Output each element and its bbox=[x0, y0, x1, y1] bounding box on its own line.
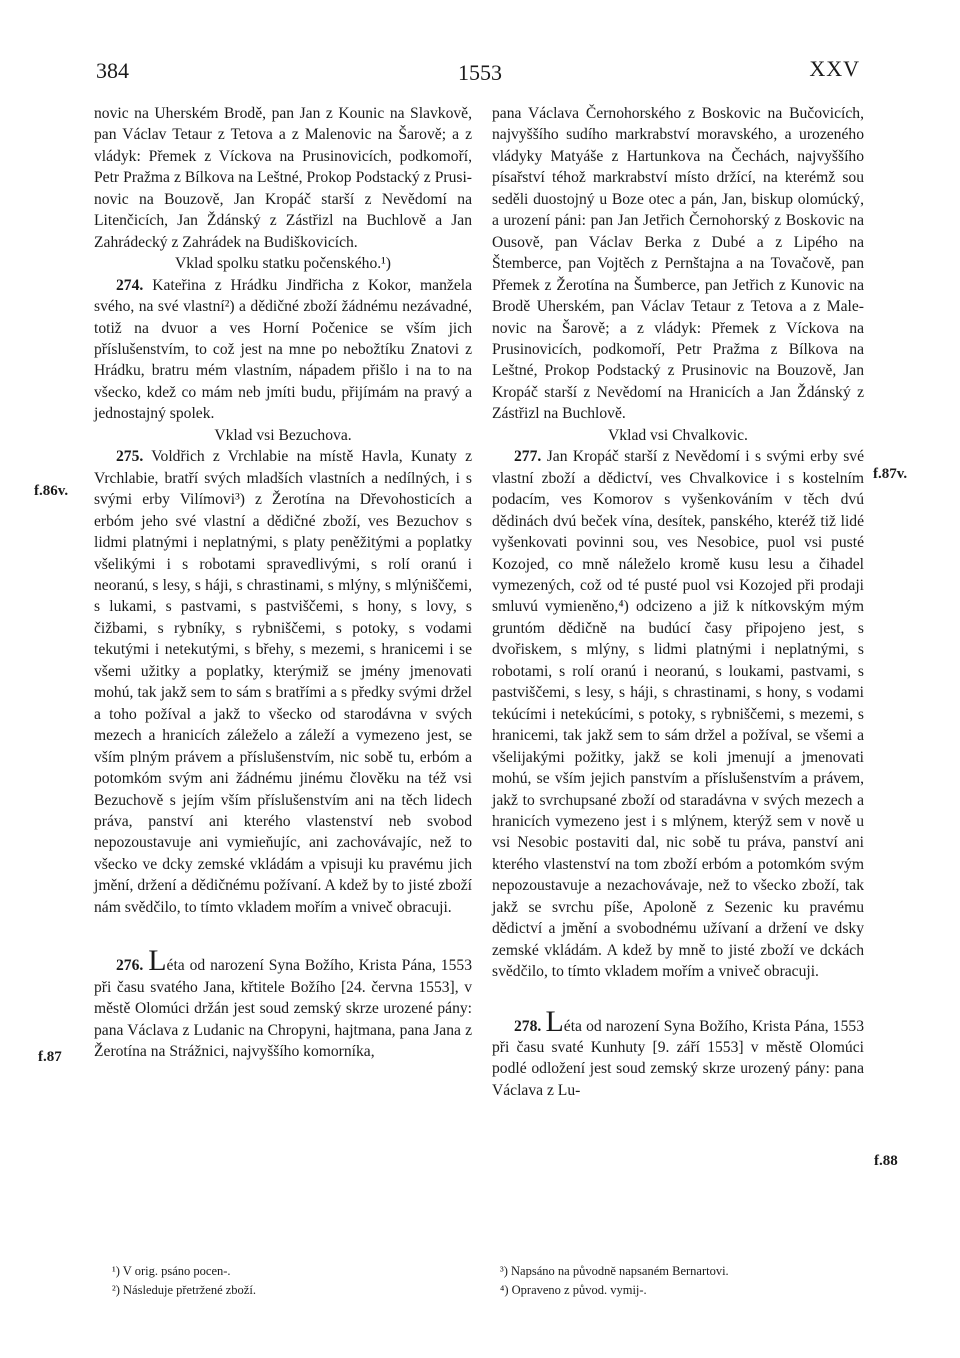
folio-note: f.87 bbox=[38, 1049, 62, 1065]
entry-number: 276. bbox=[116, 957, 144, 975]
footnotes-left bbox=[112, 1262, 452, 1300]
page-number: 384 bbox=[96, 58, 129, 83]
footnote: ³) Napsáno na původně napsaném Bernartovi. bbox=[500, 1264, 729, 1278]
folio-note: f.86v. bbox=[34, 483, 69, 499]
footnotes-right bbox=[500, 1262, 860, 1300]
entry-277 bbox=[492, 446, 864, 982]
volume-number: XXV bbox=[809, 56, 860, 81]
footnote: ⁴) Opraveno z původ. vymij-. bbox=[500, 1283, 647, 1297]
spacer bbox=[492, 983, 864, 1007]
entry-number: 277. bbox=[514, 448, 542, 466]
folio-note: f.88 bbox=[874, 1153, 898, 1169]
page-header bbox=[0, 52, 960, 92]
drop-cap: L bbox=[148, 944, 167, 978]
drop-cap: L bbox=[545, 1004, 564, 1038]
year-heading: 1553 bbox=[458, 60, 502, 85]
entry-text: éta od narození Syna Božího, Krista Pána, 1553 při času svaté Kunhuty [9. září 1553] v městě Olomúci podlé odložení jest soud zemský skrze urozený pány: pana Václava z Lu- bbox=[492, 1017, 864, 1099]
paragraph-continued: pana Václava Černohorského z Boskovic na Bučovicích, najvyššího sudího markrabství moravského, a urozeného vládyky Matyáše z Hartunkova na Čechách, najvyššího písařství téhož markrabství místo držící, na kterémž sou seděli duostojný u Boze otec a pán, Jan, biskup olomúcký, a urození páni: pan Jan Jetřich Černohorský z Boskovic na Ousově, pan Václav Berka z Dubé a z Lipého na Štemberce, pan Vojtěch z Pernštajna a na Tovačově, pan Přemek z Žerotína na Šumberce, pan Jetřich z Kunovic na Brodě Uherském, pan Václav Tetaur z Tetova a z Malenovic na Šarově; a z vládyk: Přemek z Víckova na Prusinovicích, podkomoří, Petr Pražma z Bílkova na Leštné, Prokop Podstacký z Prusinovic na Bouzově, Jan Kropáč starší z Nevědomí na Hranicích a Jan Ždánský z Zástřizl na Buchlově. bbox=[492, 105, 864, 423]
entry-278 bbox=[492, 1004, 864, 1102]
footnote: ¹) V orig. psáno pocen-. bbox=[112, 1264, 231, 1278]
entry-number: 275. bbox=[116, 448, 144, 466]
entry-number: 278. bbox=[514, 1017, 542, 1035]
entry-text: Kateřina z Hrádku Jindřicha z Kokor, manžela svého, na své vlastní²) a dědičné zboží žádnému nezávadné, totiž na dvuor a ves Horní Počenice se vším jich příslušenstvím, to což jest na mne po nebožtíku Znatovi z Hrádku, bratru mém vlastním, nápadem přišlo i na to na všecko, kdež co mám neb jmíti budu, přijímám na pravý a jednostajný spolek. bbox=[94, 276, 472, 423]
entry-text: Jan Kropáč starší z Nevědomí i s svými erby své vlastní zboží a dědictví, ves Chvalkovice i s kostelním podacím, ves Komorov s vyšenkováním v těch dvú dědinách dvú beček vína, desítek, panského, kteréž tiž lidé vyšenkovati povinni sou, ves Nesobice, puol vsi pusté Kozojed, co mně náleželo kromě kusu lesu a čihadel vymezených, což od té pusté puol vsi Kozojed při prodaji smluvú vymieněno,⁴) odcizeno a již k nítkovským mým gruntóm dědičně na budúcí časy připojeno jest, s dvořiskem, s mlýny, s lidmi platnými i neplatnými, s robotami, s rolí oranú i neoranú, s loukami, pastvami, s pastviščemi, s lesy, s háji, s chrastinami, s hony, s vodami tekúcími i netekúcími, s potoky, s rybniščemi, s mezemi, s hranicemi, tak jakž sem to sám držel a požíval, se všemi a všelijakými požitky, jakž se koli jmenují a jmenovati mohú, se vším jejich panstvím a příslušenstvím a právem, jakž to svrchupsané zboží od staradávna v svých mezech a hranicích vymezeno jest i s mlýnem, kterýž sem v nově u vsi Nesobic postaviti dal, nic sobě tu práva, panství ani kterého vlastenství na tom zboží erbóm a potomkóm svým nepozoustavuje a nezachovávaje, než to všecko zboží, tak jakž se svrchu píše, Apoloně z Sezenic ku pravému dědictví a jmění a svobodnému užívaní a držení ve dsky zemské vkládám. A kdež by mně to jisté zboží ve dckách svědčilo, to tímto vkladem mořím a vnivеč obracuji. bbox=[492, 448, 864, 981]
spacer bbox=[94, 918, 472, 946]
folio-note: f.87v. bbox=[873, 466, 908, 482]
paragraph-continued: novic na Uherském Brodě, pan Jan z Kounic na Slavkově, pan Václav Tetaur z Tetova a z Malenovic na Šarově; a z vládyk: Přemek z Víckova na Prusinovicích, podkomoří, Petr Pražma z Bílkova na Leštné, Prokop Podstacký z Prusinovic na Bouzově, Jan Kropáč starší z Nevědomí na Litenčicích, Jan Ždánský z Zástřizl na Buchlově a Jan Zahrádecký z Zahrádek na Budiškovicích. bbox=[94, 105, 472, 251]
left-column bbox=[94, 103, 472, 1062]
section-heading: Vklad spolku statku počenského.¹) bbox=[174, 255, 392, 273]
section-heading: Vklad vsi Chvalkovic. bbox=[608, 426, 748, 444]
entry-274 bbox=[94, 275, 472, 425]
entry-number: 274. bbox=[116, 276, 144, 294]
right-column bbox=[492, 103, 864, 1101]
footnote: ²) Následuje přetržené zboží. bbox=[112, 1283, 256, 1297]
entry-276 bbox=[94, 946, 472, 1062]
section-heading: Vklad vsi Bezuchova. bbox=[214, 426, 352, 444]
entry-275 bbox=[94, 446, 472, 918]
entry-text: Voldřich z Vrchlabie na místě Havla, Kunaty z Vrchlabie, bratří svých mladších vlastních a nedílných, i s svými erby Vilímovi³) z Žerotína na Dřevohosticích a erbóm jeho své vlastní a dědičné zboží, ves Bezuchov s lidmi platnými i neplatnými, s platy peněžitými a poplatky všelikými i s robotami spravedlivými, s rolí oranú i neoranú, s lesy, s háji, s chrastinami, s mlýny, s mlýniščemi, s lukami, s pastvami, s pastviščemi, s hony, s lovy, s čižbami, s rybníky, s rybniščemi, s potoky, s vodami tekutými i netekutými, s břehy, s mezemi, s hranicemi i se všemi užitky a poplatky, kterýmiž se jmény jmenovati mohú, tak jakž sem to sám s bratřími a s předky svými držel a toho požíval a jakž to všecko od starodávna v svých mezech a hranicích záleželo a záleží a vymezeno jest, se vším plným právem a příslušenstvím, nic sobě tu, erbóm a potomkóm svým ani žádnému jinému člověku na též vsi Bezuchově s jejím vším příslušenstvím ani na těch lidech práva, panství ani kterého vlastenství neb svobod nepozoustavuje ani vymieňujíc, ani zachovávajíc, než to všecko ve dcky zemské vkládám a vpisuji ku pravému jich jmění, držení a dědičnému požívaní. A kdež by to jisté zboží nám svědčilo, to tímto vkladem mořím a vniveč obracuji. bbox=[94, 448, 472, 916]
entry-text: éta od narození Syna Božího, Krista Pána, 1553 při času svatého Jana, křtitele Božího [24. června 1553], v městě Olomúci držán jest soud zemský skrze urozené pány: pana Václava z Ludanic na Chropyni, hajtmana, pana Jana z Žerotína na Strážnici, najvyššího komorníka, bbox=[94, 957, 472, 1061]
